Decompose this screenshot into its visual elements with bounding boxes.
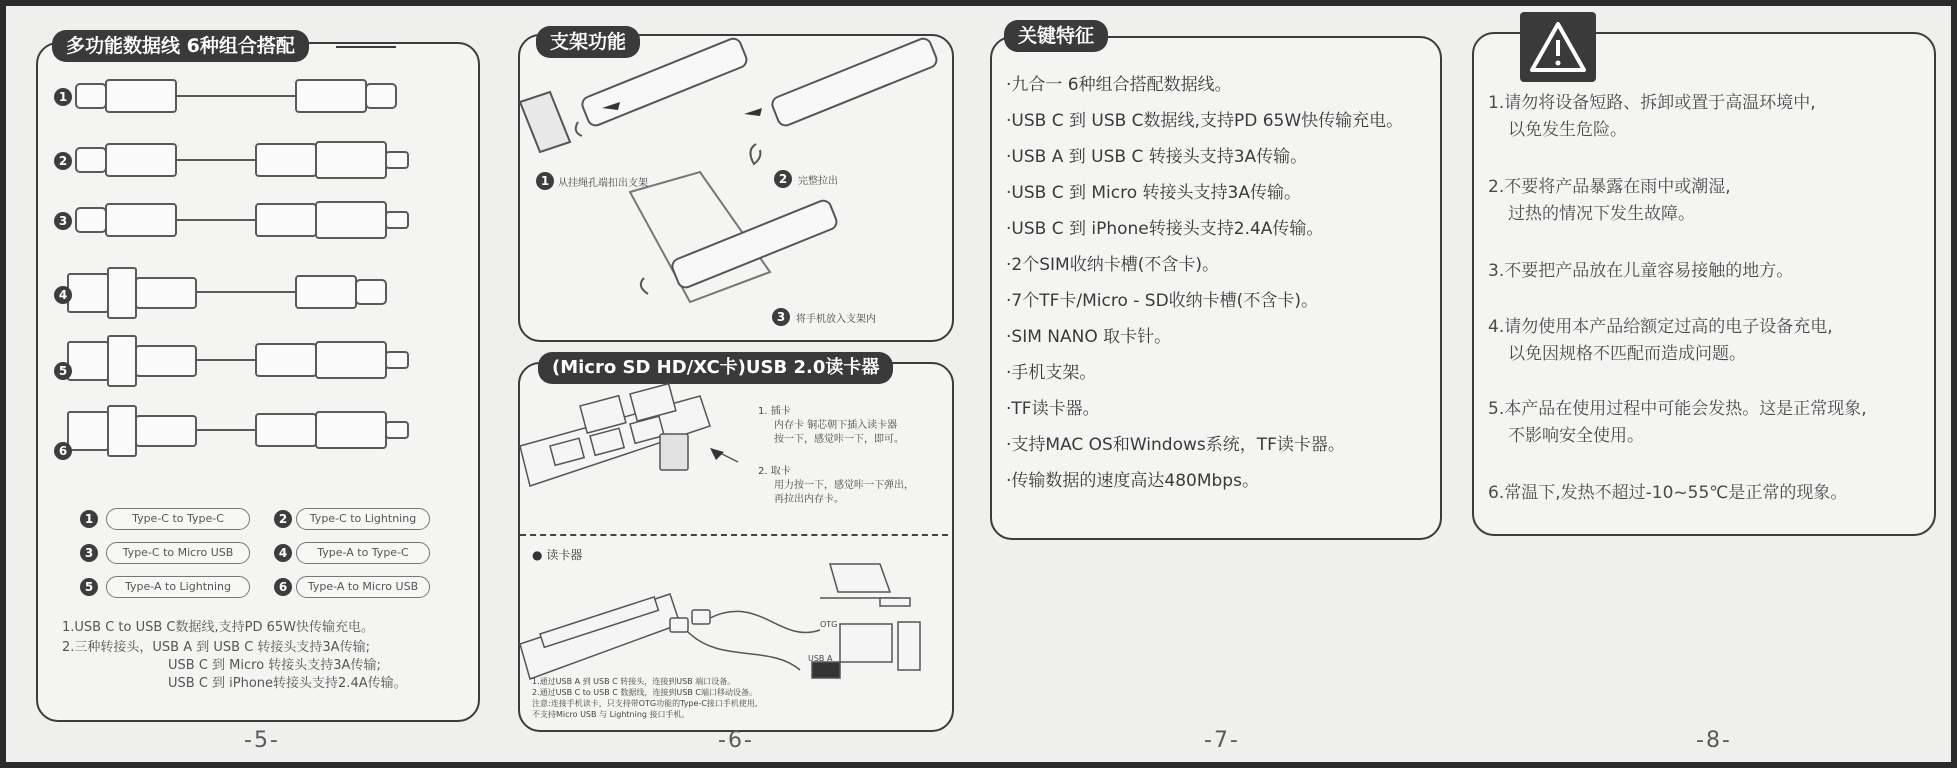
p5-note-3: USB C 到 Micro 转接头支持3A传输; xyxy=(168,658,381,673)
warning-line: 2.不要将产品暴露在雨中或潮湿, xyxy=(1488,177,1731,197)
warning-item xyxy=(1488,258,1793,285)
legend-pill: Type-C to Micro USB xyxy=(106,542,250,564)
feature-item: ·USB C 到 USB C数据线,支持PD 65W快传输充电。 xyxy=(1006,111,1404,131)
legend-number: 1 xyxy=(80,510,98,528)
feature-item: ·九合一 6种组合搭配数据线。 xyxy=(1006,75,1232,95)
legend-number: 2 xyxy=(274,510,292,528)
stand-title-text: 支架功能 xyxy=(550,31,627,53)
manual-sheet xyxy=(6,6,1951,762)
warning-item xyxy=(1488,396,1867,450)
feature-item: ·2个SIM收纳卡槽(不含卡)。 xyxy=(1006,255,1219,275)
reader-bottom-note: 2.通过USB C to USB C 数据线，连接到USB C端口移动设备。 xyxy=(532,688,757,697)
warning-line: 6.常温下,发热不超过-10~55℃是正常的现象。 xyxy=(1488,483,1848,503)
warning-item xyxy=(1488,314,1833,368)
panel-divider xyxy=(520,534,948,536)
reader-illustration-bottom xyxy=(520,554,950,694)
insert-step-title: 1. 插卡 xyxy=(758,406,791,417)
feature-item: ·7个TF卡/Micro - SD收纳卡槽(不含卡)。 xyxy=(1006,291,1318,311)
usba-label: USB A xyxy=(808,654,833,663)
remove-step-line: 用力按一下，感觉咔一下弹出， xyxy=(774,480,914,491)
otg-label: OTG xyxy=(820,620,838,629)
insert-step-line: 内存卡 铜芯朝下插入读卡器 xyxy=(774,420,898,431)
reader-bottom-note: 1.通过USB A 到 USB C 转接头，连接到USB 端口设备。 xyxy=(532,677,736,686)
features-title-text: 关键特征 xyxy=(1018,25,1095,47)
legend-pill: Type-A to Micro USB xyxy=(296,576,430,598)
row-number: 5 xyxy=(54,362,72,380)
cable-illustrations xyxy=(46,66,466,466)
warning-line: 过热的情况下发生故障。 xyxy=(1508,204,1695,224)
row-number: 4 xyxy=(54,286,72,304)
feature-item: ·支持MAC OS和Windows系统，TF读卡器。 xyxy=(1006,435,1345,455)
remove-step-line: 再拉出内存卡。 xyxy=(774,494,844,505)
legend-pill: Type-A to Lightning xyxy=(106,576,250,598)
step-text: 完整拉出 xyxy=(798,176,838,187)
feature-item: ·USB A 到 USB C 转接头支持3A传输。 xyxy=(1006,147,1308,167)
features-list xyxy=(990,36,1438,536)
page-number: -5- xyxy=(244,728,280,753)
reader-title xyxy=(538,352,893,384)
stand-illustration xyxy=(520,62,940,332)
cable-combos-title-text: 多功能数据线 6种组合搭配 xyxy=(66,35,295,57)
cable-combos-title xyxy=(52,30,309,62)
reader-bottom-note: 不支持Micro USB 与 Lightning 接口手机。 xyxy=(532,710,690,719)
step-text: 从挂绳孔端扣出支架 xyxy=(558,178,648,189)
row-number: 2 xyxy=(54,152,72,170)
row-number: 3 xyxy=(54,212,72,230)
legend-number: 5 xyxy=(80,578,98,596)
stand-title xyxy=(536,26,640,58)
insert-step-line: 按一下，感觉咔一下，即可。 xyxy=(774,434,904,445)
warnings-list xyxy=(1472,32,1932,532)
feature-item: ·USB C 到 Micro 转接头支持3A传输。 xyxy=(1006,183,1301,203)
warning-line: 1.请勿将设备短路、拆卸或置于高温环境中, xyxy=(1488,93,1816,113)
reader-illustration-top xyxy=(520,386,950,536)
step-text: 将手机放入支架内 xyxy=(796,314,876,325)
reader-title-text: (Micro SD HD/XC卡)USB 2.0读卡器 xyxy=(552,357,880,378)
p5-note-2: 2.三种转接头，USB A 到 USB C 转接头支持3A传输; xyxy=(62,640,370,655)
feature-item: ·USB C 到 iPhone转接头支持2.4A传输。 xyxy=(1006,219,1324,239)
title-rule xyxy=(336,46,396,48)
step-number: 1 xyxy=(536,172,554,190)
warning-line: 不影响安全使用。 xyxy=(1508,426,1644,446)
step-number: 3 xyxy=(772,308,790,326)
page-number: -8- xyxy=(1696,728,1732,753)
warning-item xyxy=(1488,90,1816,144)
warning-line: 以免发生危险。 xyxy=(1508,120,1627,140)
feature-item: ·SIM NANO 取卡针。 xyxy=(1006,327,1172,347)
warning-line: 以免因规格不匹配而造成问题。 xyxy=(1508,344,1746,364)
warning-line: 3.不要把产品放在儿童容易接触的地方。 xyxy=(1488,261,1794,281)
row-number: 6 xyxy=(54,442,72,460)
feature-item: ·TF读卡器。 xyxy=(1006,399,1100,419)
legend-number: 6 xyxy=(274,578,292,596)
reader-label-text: 读卡器 xyxy=(546,548,583,562)
warning-line: 5.本产品在使用过程中可能会发热。这是正常现象, xyxy=(1488,399,1867,419)
p5-note-1: 1.USB C to USB C数据线,支持PD 65W快传输充电。 xyxy=(62,620,375,635)
p5-note-4: USB C 到 iPhone转接头支持2.4A传输。 xyxy=(168,676,407,691)
legend-pill: Type-C to Lightning xyxy=(296,508,430,530)
page-number: -6- xyxy=(718,728,754,753)
legend-number: 4 xyxy=(274,544,292,562)
legend-number: 3 xyxy=(80,544,98,562)
feature-item: ·手机支架。 xyxy=(1006,363,1097,383)
warning-line: 4.请勿使用本产品给额定过高的电子设备充电, xyxy=(1488,317,1833,337)
row-number: 1 xyxy=(54,88,72,106)
legend-pill: Type-C to Type-C xyxy=(106,508,250,530)
feature-item: ·传输数据的速度高达480Mbps。 xyxy=(1006,471,1259,491)
reader-bottom-note: 注意:连接手机读卡，只支持带OTG功能的Type-C接口手机使用, xyxy=(532,699,758,708)
page-number: -7- xyxy=(1204,728,1240,753)
step-number: 2 xyxy=(774,170,792,188)
warning-item xyxy=(1488,174,1731,228)
warning-item xyxy=(1488,480,1847,507)
remove-step-title: 2. 取卡 xyxy=(758,466,791,477)
bullet-icon: ● xyxy=(532,548,543,562)
legend-pill: Type-A to Type-C xyxy=(296,542,430,564)
